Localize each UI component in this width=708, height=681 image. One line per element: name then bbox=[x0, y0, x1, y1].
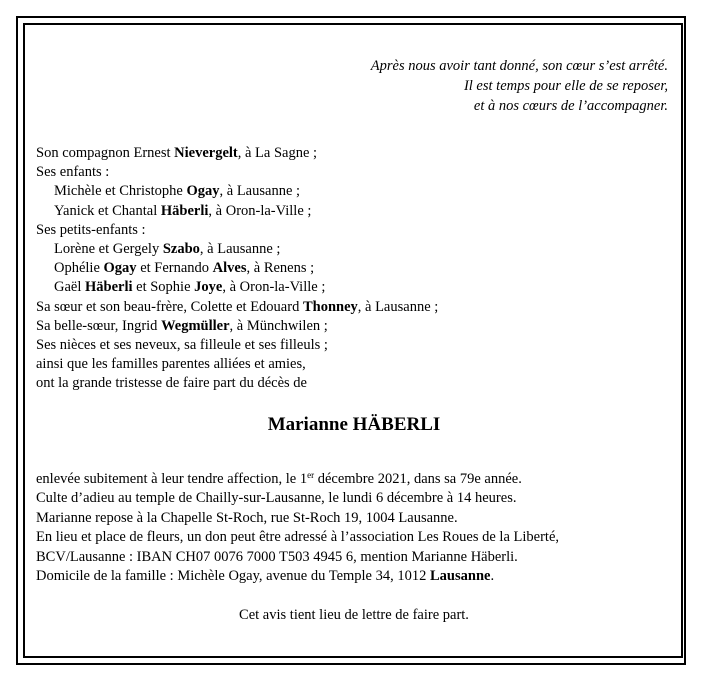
details-line: En lieu et place de fleurs, un don peut être adressé à l’association Les Roues de la Liberté, bbox=[36, 529, 560, 546]
details-line: enlevée subitement à leur tendre affection, le 1er décembre 2021, dans sa 79e année. bbox=[36, 470, 522, 487]
poem-line: Après nous avoir tant donné, son cœur s’est arrêté. bbox=[370, 58, 668, 74]
companion-line: Son compagnon Ernest Nievergelt, à La Sagne ; bbox=[36, 145, 318, 161]
footer-note: Cet avis tient lieu de lettre de faire part. bbox=[239, 607, 469, 623]
details bbox=[36, 470, 559, 586]
poem-line: et à nos cœurs de l’accompagner. bbox=[473, 98, 668, 114]
deceased-name: Marianne HÄBERLI bbox=[267, 414, 441, 435]
family-list bbox=[36, 144, 438, 394]
grandchild-line: Lorène et Gergely Szabo, à Lausanne ; bbox=[54, 241, 281, 258]
details-line: Culte d’adieu au temple de Chailly-sur-Lausanne, le lundi 6 décembre à 14 heures. bbox=[36, 490, 517, 507]
grandchild-line: Gaël Häberli et Sophie Joye, à Oron-la-Ville ; bbox=[54, 279, 326, 296]
child-line: Yanick et Chantal Häberli, à Oron-la-Ville ; bbox=[54, 202, 312, 219]
details-line: BCV/Lausanne : IBAN CH07 0076 7000 T503 4945 6, mention Marianne Häberli. bbox=[36, 548, 518, 565]
nieces-line: Ses nièces et ses neveux, sa filleule et ses filleuls ; bbox=[36, 337, 328, 354]
child-line: Michèle et Christophe Ogay, à Lausanne ; bbox=[54, 183, 301, 200]
poem-line: Il est temps pour elle de se reposer, bbox=[463, 78, 668, 94]
announce-line: ont la grande tristesse de faire part du décès de bbox=[36, 375, 307, 392]
sister-in-law-line: Sa belle-sœur, Ingrid Wegmüller, à Münchwilen ; bbox=[36, 317, 328, 334]
details-line: Marianne repose à la Chapelle St-Roch, rue St-Roch 19, 1004 Lausanne. bbox=[36, 509, 458, 526]
grandchildren-label: Ses petits-enfants : bbox=[36, 221, 146, 238]
grandchild-line: Ophélie Ogay et Fernando Alves, à Renens ; bbox=[54, 260, 315, 277]
details-line: Domicile de la famille : Michèle Ogay, avenue du Temple 34, 1012 Lausanne. bbox=[36, 568, 495, 585]
children-label: Ses enfants : bbox=[36, 164, 110, 181]
sister-line: Sa sœur et son beau-frère, Colette et Edouard Thonney, à Lausanne ; bbox=[36, 298, 439, 315]
poem bbox=[371, 56, 668, 116]
families-line: ainsi que les familles parentes alliées et amies, bbox=[36, 356, 306, 373]
